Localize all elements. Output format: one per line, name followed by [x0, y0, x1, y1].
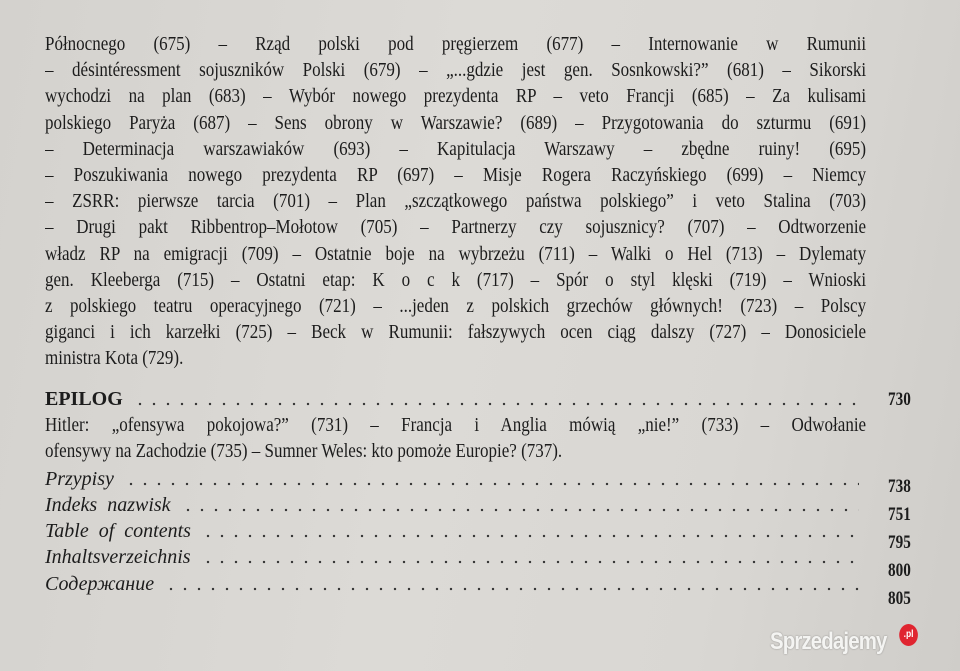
paragraph-line: – Drugi pakt Ribbentrop–Mołotow (705) – Partnerzy czy sojusznicy? (707) – Odtworzenie: [45, 216, 867, 239]
page-number: 738: [888, 476, 911, 497]
paragraph-line: z polskiego teatru operacyjnego (721) – ...jeden z polskich grzechów głównych! (723) – Polscy: [45, 294, 867, 317]
paragraph-line: Północnego (675) – Rząd polski pod pręgierzem (677) – Internowanie w Rumunii: [45, 33, 867, 55]
paragraph-line: ministra Kota (729).: [45, 347, 184, 370]
leader-dots: [181, 508, 859, 512]
leader-dots: [201, 560, 859, 564]
page-number: 751: [888, 504, 911, 525]
paragraph-line: wychodzi na plan (683) – Wybór nowego prezydenta RP – veto Francji (685) – Za kulisami: [45, 85, 867, 108]
page-number: 805: [888, 588, 911, 609]
toc-entry: [45, 467, 867, 491]
epilog-line: Hitler: „ofensywa pokojowa?” (731) – Francja i Anglia mówią „nie!” (733) – Odwołanie: [45, 414, 867, 436]
leader-dots: [164, 587, 859, 591]
paragraph-line: – Determinacja warszawiaków (693) – Kapitulacja Warszawy – zbędne ruiny! (695): [45, 137, 867, 160]
toc-entry: [45, 519, 867, 543]
leader-dots: [124, 482, 859, 486]
paragraph-line: władz RP na emigracji (709) – Ostatnie boje na wybrzeżu (711) – Walki o Hel (713) – Dylematy: [45, 242, 867, 265]
paragraph-line: giganci i ich karzełki (725) – Beck w Rumunii: fałszywych ocen ciąg dalszy (727) – Donosiciele: [45, 321, 867, 344]
epilog-title: EPILOG: [45, 388, 123, 410]
watermark-logo: [770, 628, 914, 656]
watermark-text: Sprzedajemy: [770, 628, 887, 655]
paragraph-line: gen. Kleeberga (715) – Ostatni etap: K o c k (717) – Spór o styl klęski (719) – Wnioski: [45, 268, 867, 291]
toc-entry: [45, 572, 867, 596]
page-number: 800: [888, 560, 911, 581]
paragraph-line: – ZSRR: pierwsze tarcia (701) – Plan „szczątkowego państwa polskiego” i veto Stalina (703): [45, 190, 867, 213]
toc-entry-epilog: [45, 387, 867, 411]
entry-label: Inhaltsverzeichnis: [45, 546, 191, 568]
leader-dots: [133, 402, 859, 406]
entry-label: Przypisy: [45, 468, 114, 490]
toc-entry: [45, 545, 867, 569]
paragraph-line: – désintéressment sojuszników Polski (679) – „...gdzie jest gen. Sosnkowski?” (681) – Sikorski: [45, 59, 867, 82]
entry-label: Indeks nazwisk: [45, 494, 171, 516]
entry-label: Table of contents: [45, 520, 191, 542]
toc-paragraph: [45, 31, 960, 371]
page-number: 795: [888, 532, 911, 553]
paragraph-line: – Poszukiwania nowego prezydenta RP (697) – Misje Rogera Raczyńskiego (699) – Niemcy: [45, 163, 867, 186]
epilog-summary: [45, 413, 866, 464]
epilog-line: ofensywy na Zachodzie (735) – Sumner Weles: kto pomoże Europie? (737).: [45, 439, 563, 462]
entry-label: Содержание: [45, 573, 155, 595]
page-number: 730: [888, 389, 911, 410]
toc-entry: [45, 493, 867, 517]
paragraph-line: polskiego Paryża (687) – Sens obrony w Warszawie? (689) – Przygotowania do szturmu (691): [45, 111, 867, 134]
watermark-badge: .pl: [899, 624, 918, 646]
leader-dots: [201, 534, 859, 538]
